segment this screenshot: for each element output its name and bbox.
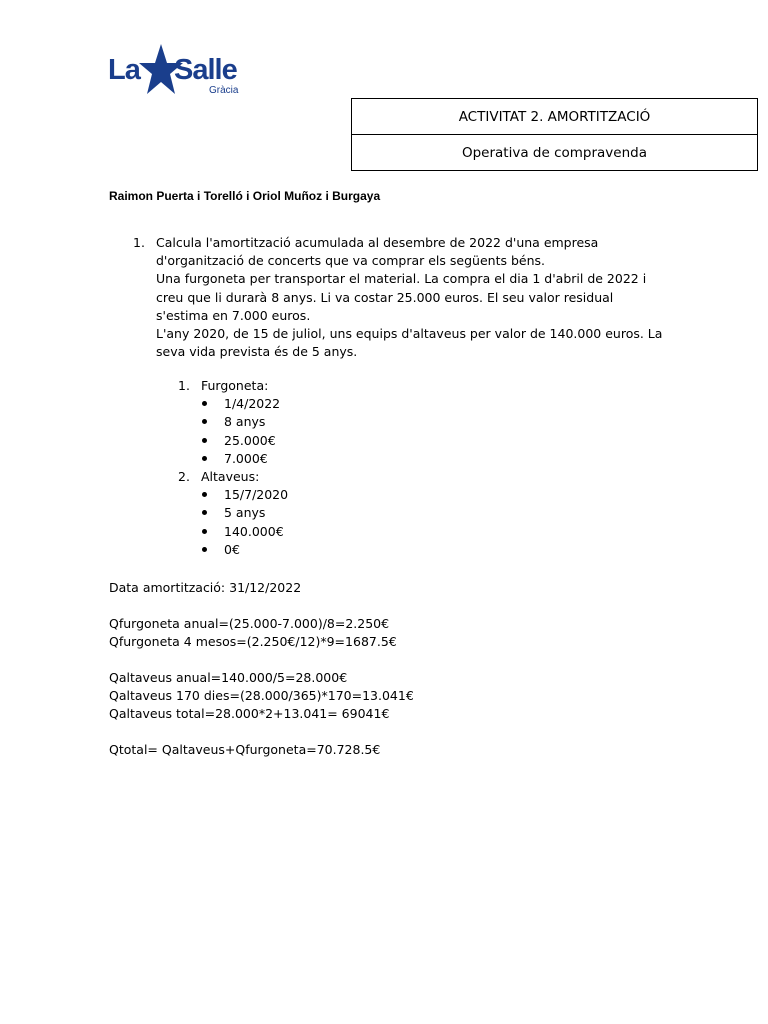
- question-line: Calcula l'amortització acumulada al desembre de 2022 d'una empresa: [156, 235, 599, 250]
- list-item-text: 5 anys: [224, 505, 266, 521]
- logo-brand-left: La: [108, 54, 140, 86]
- list-number: 1.: [178, 378, 190, 393]
- logo-subtitle: Gràcia: [209, 85, 239, 96]
- list-item: [178, 523, 478, 541]
- list-number: 2.: [178, 468, 190, 484]
- bullet-icon: [202, 401, 207, 406]
- list-item-text: 7.000€: [224, 450, 268, 466]
- bullet-icon: [202, 547, 207, 552]
- title-table: [351, 98, 758, 171]
- bullet-icon: [202, 438, 207, 443]
- asset-item-furgoneta: [178, 377, 478, 395]
- question-line: creu que li durarà 8 anys. Li va costar 25.000 euros. El seu valor residual: [156, 289, 614, 305]
- question-line: Una furgoneta per transportar el material. La compra el dia 1 d'abril de 2022 i: [156, 271, 647, 287]
- bullet-icon: [202, 529, 207, 534]
- activity-subtitle: Operativa de compravenda: [352, 134, 757, 171]
- list-item: [178, 541, 478, 559]
- asset-label: Furgoneta:: [201, 378, 269, 393]
- list-item-text: 8 anys: [224, 414, 266, 430]
- list-item-text: 25.000€: [224, 432, 276, 448]
- list-item: [178, 395, 478, 413]
- calculation-line: Qaltaveus total=28.000*2+13.041= 69041€: [109, 706, 390, 722]
- furgoneta-calculations: [109, 615, 709, 651]
- bullet-icon: [202, 456, 207, 461]
- calculation-line: Qaltaveus 170 dies=(28.000/365)*170=13.041€: [109, 688, 414, 704]
- list-item: [178, 504, 478, 522]
- question-line: d'organització de concerts que va comprar els següents béns.: [156, 253, 545, 269]
- calculation-line: Qaltaveus anual=140.000/5=28.000€: [109, 670, 348, 685]
- list-item: [178, 413, 478, 431]
- list-item: [178, 486, 478, 504]
- calculation-line: Qfurgoneta 4 mesos=(2.250€/12)*9=1687.5€: [109, 634, 397, 650]
- bullet-icon: [202, 492, 207, 497]
- list-item-text: 1/4/2022: [224, 396, 281, 412]
- calculation-line: Qfurgoneta anual=(25.000-7.000)/8=2.250€: [109, 616, 390, 631]
- altaveus-calculations: [109, 669, 709, 724]
- asset-list: [178, 377, 478, 559]
- logo-brand-right: Salle: [174, 54, 237, 86]
- total-calculation: Qtotal= Qaltaveus+Qfurgoneta=70.728.5€: [109, 742, 381, 757]
- list-item-text: 15/7/2020: [224, 487, 289, 503]
- bullet-icon: [202, 510, 207, 515]
- asset-item-altaveus: [178, 468, 478, 486]
- activity-title: ACTIVITAT 2. AMORTITZACIÓ: [458, 108, 651, 125]
- authors: Raimon Puerta i Torelló i Oriol Muñoz i Burgaya: [109, 189, 381, 203]
- list-item: [178, 432, 478, 450]
- bullet-icon: [202, 419, 207, 424]
- question-line: seva vida prevista és de 5 anys.: [156, 344, 358, 360]
- list-item: [178, 450, 478, 468]
- amortization-date: Data amortització: 31/12/2022: [109, 580, 302, 595]
- question-line: L'any 2020, de 15 de juliol, uns equips d'altaveus per valor de 140.000 euros. La: [156, 326, 663, 342]
- question-line: s'estima en 7.000 euros.: [156, 307, 311, 323]
- list-item-text: 0€: [224, 541, 240, 557]
- question-number: 1.: [133, 235, 145, 250]
- list-item-text: 140.000€: [224, 523, 284, 539]
- la-salle-logo: [108, 42, 248, 100]
- question-text: [156, 234, 676, 361]
- asset-label: Altaveus:: [201, 468, 260, 484]
